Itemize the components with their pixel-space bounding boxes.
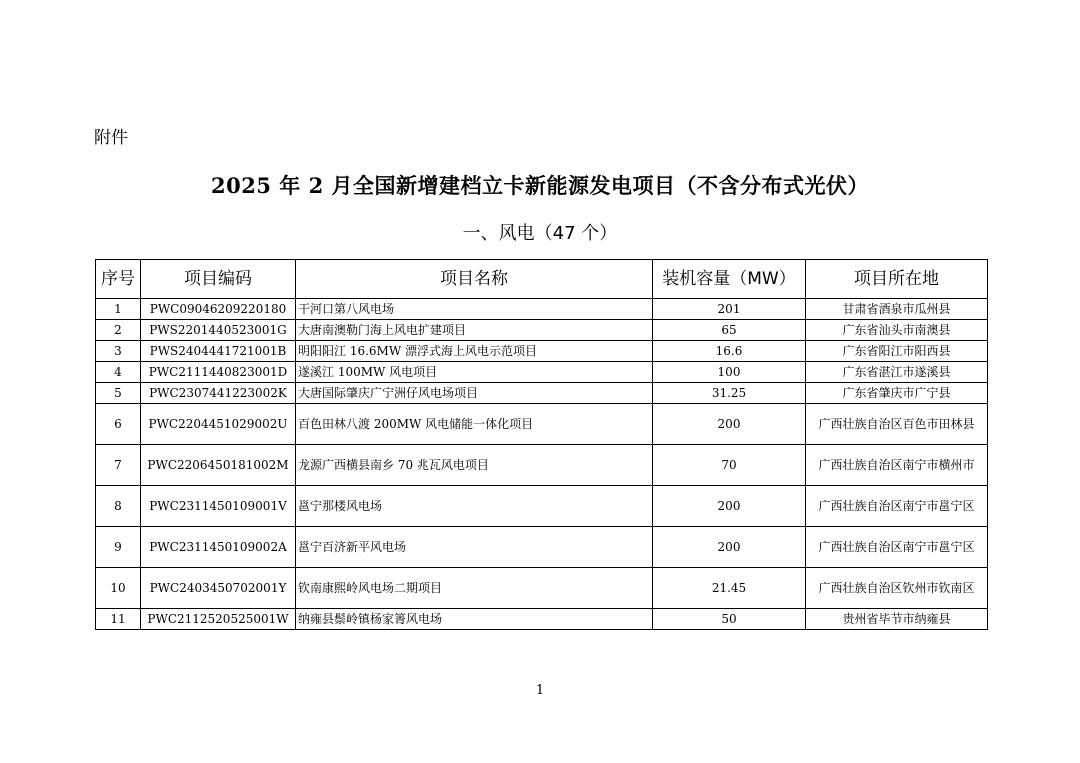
document-title: 2025 年 2 月全国新增建档立卡新能源发电项目（不含分布式光伏） xyxy=(211,173,869,198)
header-location: 项目所在地 xyxy=(806,260,988,299)
cell-code: PWC2112520525001W xyxy=(141,609,296,630)
cell-code: PWC2111440823001D xyxy=(141,362,296,383)
table-row xyxy=(96,299,988,320)
cell-no: 8 xyxy=(96,486,141,527)
cell-no: 10 xyxy=(96,568,141,609)
cell-name: 钦南康熙岭风电场二期项目 xyxy=(296,568,653,609)
cell-name: 邕宁那楼风电场 xyxy=(296,486,653,527)
table-row xyxy=(96,383,988,404)
cell-name: 百色田林八渡 200MW 风电储能一体化项目 xyxy=(296,404,653,445)
table-header-row xyxy=(96,260,988,299)
cell-code: PWC2204451029002U xyxy=(141,404,296,445)
cell-no: 4 xyxy=(96,362,141,383)
cell-code: PWC2311450109001V xyxy=(141,486,296,527)
cell-name: 邕宁百济新平风电场 xyxy=(296,527,653,568)
table-row xyxy=(96,341,988,362)
cell-code: PWC2311450109002A xyxy=(141,527,296,568)
cell-no: 2 xyxy=(96,320,141,341)
table-row xyxy=(96,609,988,630)
table-row xyxy=(96,362,988,383)
cell-code: PWC2307441223002K xyxy=(141,383,296,404)
cell-location: 广东省肇庆市广宁县 xyxy=(806,383,988,404)
cell-no: 7 xyxy=(96,445,141,486)
cell-capacity: 70 xyxy=(653,445,806,486)
cell-name: 明阳阳江 16.6MW 漂浮式海上风电示范项目 xyxy=(296,341,653,362)
table-row xyxy=(96,568,988,609)
cell-capacity: 21.45 xyxy=(653,568,806,609)
cell-capacity: 16.6 xyxy=(653,341,806,362)
cell-capacity: 201 xyxy=(653,299,806,320)
page-number: 1 xyxy=(535,683,545,698)
cell-name: 龙源广西横县南乡 70 兆瓦风电项目 xyxy=(296,445,653,486)
header-name: 项目名称 xyxy=(296,260,653,299)
cell-capacity: 31.25 xyxy=(653,383,806,404)
cell-code: PWS2201440523001G xyxy=(141,320,296,341)
cell-code: PWC09046209220180 xyxy=(141,299,296,320)
attachment-label: 附件 xyxy=(94,128,128,148)
cell-no: 9 xyxy=(96,527,141,568)
cell-name: 大唐南澳勒门海上风电扩建项目 xyxy=(296,320,653,341)
cell-location: 广西壮族自治区南宁市邕宁区 xyxy=(806,527,988,568)
cell-name: 干河口第八风电场 xyxy=(296,299,653,320)
cell-capacity: 200 xyxy=(653,527,806,568)
cell-no: 3 xyxy=(96,341,141,362)
cell-capacity: 50 xyxy=(653,609,806,630)
cell-location: 广东省阳江市阳西县 xyxy=(806,341,988,362)
cell-location: 贵州省毕节市纳雍县 xyxy=(806,609,988,630)
cell-no: 6 xyxy=(96,404,141,445)
table-row xyxy=(96,404,988,445)
cell-name: 大唐国际肇庆广宁洲仔风电场项目 xyxy=(296,383,653,404)
header-capacity: 装机容量（MW） xyxy=(653,260,806,299)
cell-location: 广西壮族自治区百色市田林县 xyxy=(806,404,988,445)
cell-capacity: 200 xyxy=(653,486,806,527)
table-row xyxy=(96,445,988,486)
cell-capacity: 200 xyxy=(653,404,806,445)
cell-capacity: 65 xyxy=(653,320,806,341)
cell-no: 1 xyxy=(96,299,141,320)
header-code: 项目编码 xyxy=(141,260,296,299)
header-no: 序号 xyxy=(96,260,141,299)
cell-location: 广东省汕头市南澳县 xyxy=(806,320,988,341)
cell-code: PWC2403450702001Y xyxy=(141,568,296,609)
cell-location: 广西壮族自治区南宁市横州市 xyxy=(806,445,988,486)
section-title: 一、风电（47 个） xyxy=(462,223,618,244)
projects-table xyxy=(95,259,988,630)
cell-code: PWS2404441721001B xyxy=(141,341,296,362)
cell-location: 广西壮族自治区南宁市邕宁区 xyxy=(806,486,988,527)
cell-location: 广西壮族自治区钦州市钦南区 xyxy=(806,568,988,609)
cell-location: 广东省湛江市遂溪县 xyxy=(806,362,988,383)
cell-location: 甘肃省酒泉市瓜州县 xyxy=(806,299,988,320)
cell-no: 11 xyxy=(96,609,141,630)
cell-no: 5 xyxy=(96,383,141,404)
cell-code: PWC2206450181002M xyxy=(141,445,296,486)
table-row xyxy=(96,486,988,527)
cell-name: 纳雍县鬃岭镇杨家箐风电场 xyxy=(296,609,653,630)
table-row xyxy=(96,527,988,568)
cell-name: 遂溪江 100MW 风电项目 xyxy=(296,362,653,383)
cell-capacity: 100 xyxy=(653,362,806,383)
table-row xyxy=(96,320,988,341)
